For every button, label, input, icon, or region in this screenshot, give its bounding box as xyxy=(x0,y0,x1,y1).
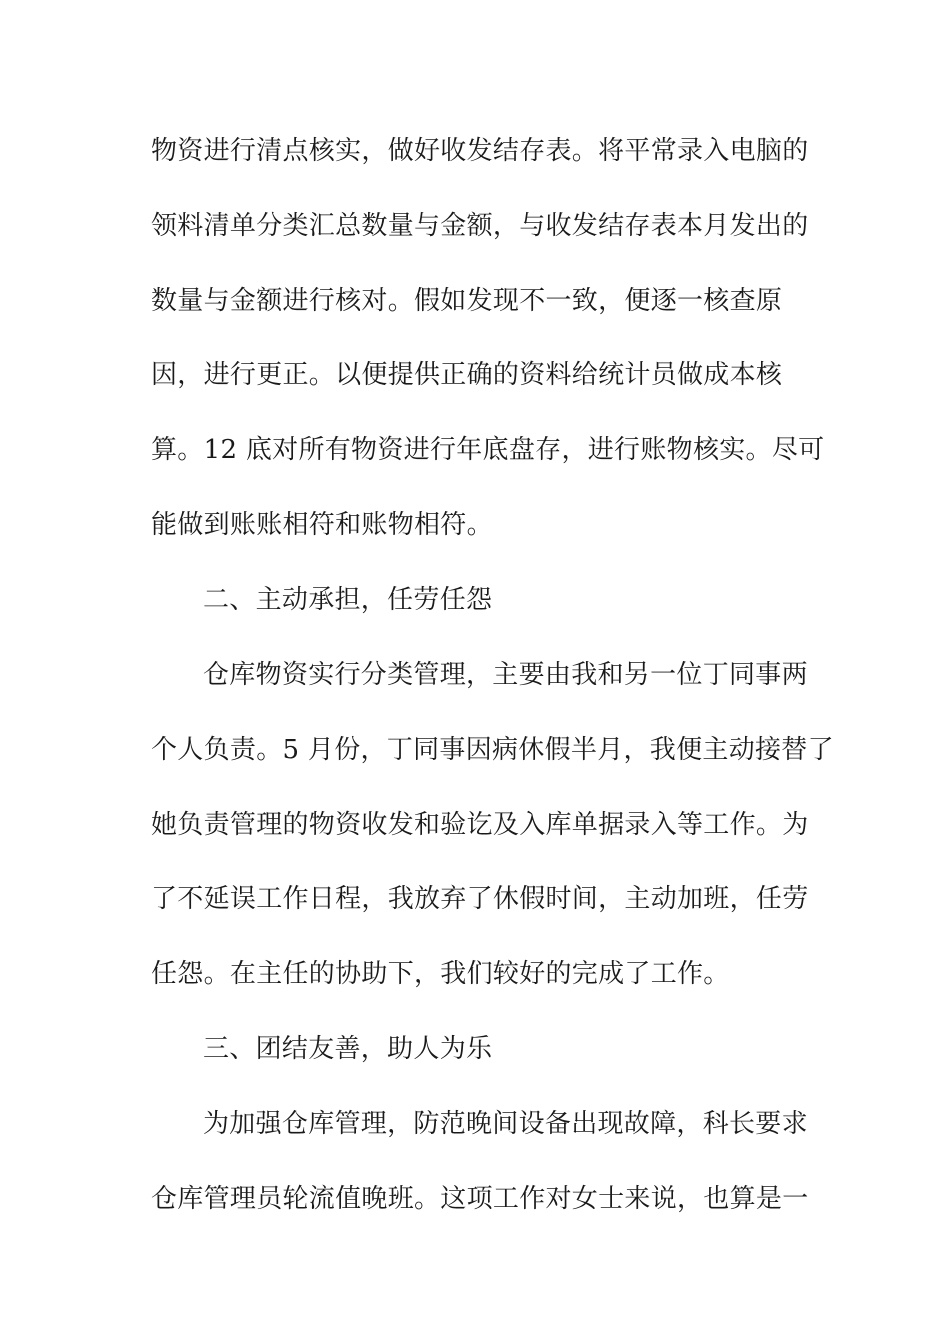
body-text-line: 她负责管理的物资收发和验讫及入库单据录入等工作。为 xyxy=(151,810,809,840)
body-text-line: 仓库物资实行分类管理，主要由我和另一位丁同事两 xyxy=(203,660,808,690)
section-heading: 二、主动承担，任劳任怨 xyxy=(203,585,493,615)
body-text-line: 物资进行清点核实，做好收发结存表。将平常录入电脑的 xyxy=(151,136,809,166)
body-text-line: 领料清单分类汇总数量与金额，与收发结存表本月发出的 xyxy=(151,211,809,241)
section-heading: 三、团结友善，助人为乐 xyxy=(203,1034,493,1064)
body-text-line: 为加强仓库管理，防范晚间设备出现故障，科长要求 xyxy=(203,1109,808,1139)
body-text-line: 任怨。在主任的协助下，我们较好的完成了工作。 xyxy=(151,959,730,989)
body-text-line: 仓库管理员轮流值晚班。这项工作对女士来说，也算是一 xyxy=(151,1184,809,1214)
body-text-line: 因，进行更正。以便提供正确的资料给统计员做成本核 xyxy=(151,360,783,390)
body-text-line: 能做到账账相符和账物相符。 xyxy=(151,510,493,540)
body-text-line: 了不延误工作日程，我放弃了休假时间，主动加班，任劳 xyxy=(151,884,809,914)
body-text-line: 个人负责。5 月份，丁同事因病休假半月，我便主动接替了 xyxy=(151,735,834,765)
body-text-line: 算。12 底对所有物资进行年底盘存，进行账物核实。尽可 xyxy=(151,435,825,465)
body-text-line: 数量与金额进行核对。假如发现不一致，便逐一核查原 xyxy=(151,286,783,316)
